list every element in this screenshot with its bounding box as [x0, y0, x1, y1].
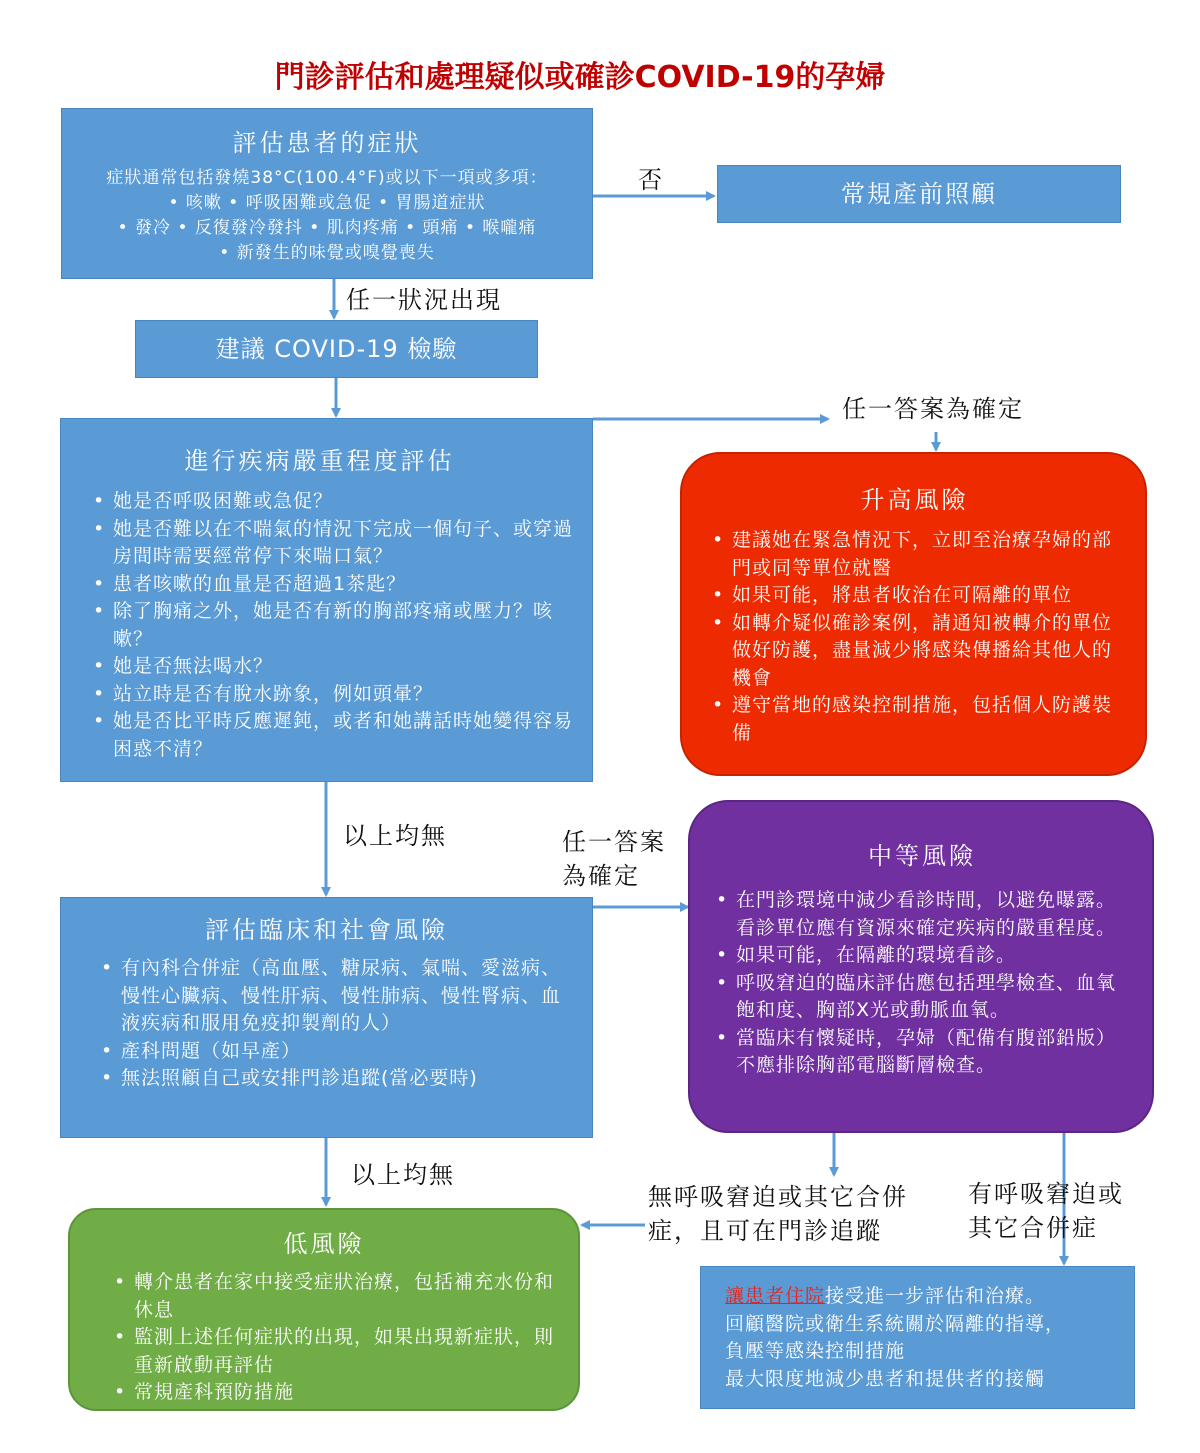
assess-symptoms-line: • 發冷 • 反復發冷發抖 • 肌肉疼痛 • 頭痛 • 喉嚨痛 — [117, 218, 537, 238]
hospitalize-line-1 — [725, 1283, 1124, 1311]
moderate-risk-box — [688, 800, 1154, 1133]
label-any-symptom: 任一狀況出現 — [346, 286, 502, 314]
label-none-1: 以上均無 — [343, 822, 447, 850]
label-no-distress: 無呼吸窘迫或其它合併症，且可在門診追蹤 — [648, 1183, 908, 1245]
hospitalize-link: 讓患者住院 — [725, 1285, 826, 1307]
assess-symptoms-box — [61, 108, 593, 279]
severity-question: • 她是否無法喝水？ — [89, 653, 578, 681]
clinical-social-risk-box — [60, 897, 593, 1138]
low-risk-item: • 轉介患者在家中接受症狀治療，包括補充水份和休息 — [110, 1269, 554, 1324]
severity-question: • 除了胸痛之外，她是否有新的胸部疼痛或壓力？咳嗽？ — [89, 598, 578, 653]
page-title: 門診評估和處理疑似或確診COVID-19的孕婦 — [274, 60, 886, 95]
low-risk-item: • 常規產科預防措施 — [110, 1379, 554, 1407]
moderate-risk-item: • 當臨床有懷疑時，孕婦（配備有腹部鉛版）不應排除胸部電腦斷層檢查。 — [712, 1025, 1132, 1080]
clinical-social-item: • 無法照顧自己或安排門診追蹤(當必要時) — [97, 1065, 568, 1093]
hospitalize-box — [700, 1266, 1135, 1409]
high-risk-item: • 如果可能，將患者收治在可隔離的單位 — [708, 582, 1121, 610]
low-risk-title: 低風險 — [283, 1230, 365, 1258]
clinical-social-item: • 產科問題（如早產） — [97, 1038, 568, 1066]
severity-question: • 站立時是否有脫水跡象，例如頭暈？ — [89, 681, 578, 709]
assess-symptoms-line: • 咳嗽 • 呼吸困難或急促 • 胃腸道症狀 — [168, 193, 486, 213]
label-distress: 有呼吸窘迫或其它合併症 — [968, 1180, 1124, 1242]
moderate-risk-item: • 呼吸窘迫的臨床評估應包括理學檢查、血氧飽和度、胸部X光或動脈血氧。 — [712, 970, 1132, 1025]
low-risk-item: • 監測上述任何症狀的出現，如果出現新症狀，則重新啟動再評估 — [110, 1324, 554, 1379]
hospitalize-line-2: 回顧醫院或衛生系統關於隔離的指導， — [725, 1312, 1066, 1335]
moderate-risk-title: 中等風險 — [868, 842, 976, 870]
assess-symptoms-line: 症狀通常包括發燒38°C(100.4°F)或以下一項或多項： — [106, 168, 548, 188]
severity-question: • 她是否難以在不喘氣的情況下完成一個句子、或穿過房間時需要經常停下來喘口氣？ — [89, 516, 578, 571]
severity-question: • 她是否比平時反應遲鈍，或者和她講話時她變得容易困惑不清？ — [89, 708, 578, 763]
label-any-yes-mid: 任一答案為確定 — [562, 828, 666, 890]
assess-symptoms-line: • 新發生的味覺或嗅覺喪失 — [219, 243, 435, 263]
low-risk-box — [68, 1208, 580, 1411]
high-risk-item: • 如轉介疑似確診案例，請通知被轉介的單位做好防護，盡量減少將感染傳播給其他人的機會 — [708, 610, 1121, 693]
high-risk-item: • 建議她在緊急情況下，立即至治療孕婦的部門或同等單位就醫 — [708, 527, 1121, 582]
moderate-risk-item: • 在門診環境中減少看診時間，以避免曝露。看診單位應有資源來確定疾病的嚴重程度。 — [712, 887, 1132, 942]
assess-symptoms-title: 評估患者的症狀 — [232, 129, 422, 157]
clinical-social-item: • 有內科合併症（高血壓、糖尿病、氣喘、愛滋病、慢性心臟病、慢性肝病、慢性肺病、慢性腎病、血液疾病和服用免疫抑製劑的人） — [97, 955, 568, 1038]
label-none-2: 以上均無 — [351, 1161, 455, 1189]
hospitalize-line-4: 最大限度地減少患者和提供者的接觸 — [725, 1367, 1046, 1390]
severity-assessment-box — [60, 418, 593, 782]
recommend-test-box: 建議 COVID-19 檢驗 — [135, 320, 538, 378]
hospitalize-line-1-rest: 接受進一步評估和治療。 — [825, 1285, 1046, 1307]
high-risk-item: • 遵守當地的感染控制措施，包括個人防護裝備 — [708, 692, 1121, 747]
moderate-risk-item: • 如果可能，在隔離的環境看診。 — [712, 942, 1132, 970]
severity-question: • 她是否呼吸困難或急促？ — [89, 488, 578, 516]
severity-title: 進行疾病嚴重程度評估 — [184, 447, 455, 475]
label-no: 否 — [638, 166, 664, 194]
high-risk-box — [680, 452, 1147, 776]
severity-question: • 患者咳嗽的血量是否超過1茶匙？ — [89, 571, 578, 599]
routine-care-box: 常規產前照顧 — [717, 165, 1121, 223]
clinical-social-title: 評估臨床和社會風險 — [205, 916, 448, 944]
label-any-yes-top: 任一答案為確定 — [842, 395, 1024, 423]
hospitalize-line-3: 負壓等感染控制措施 — [725, 1340, 906, 1362]
high-risk-title: 升高風險 — [860, 486, 969, 514]
